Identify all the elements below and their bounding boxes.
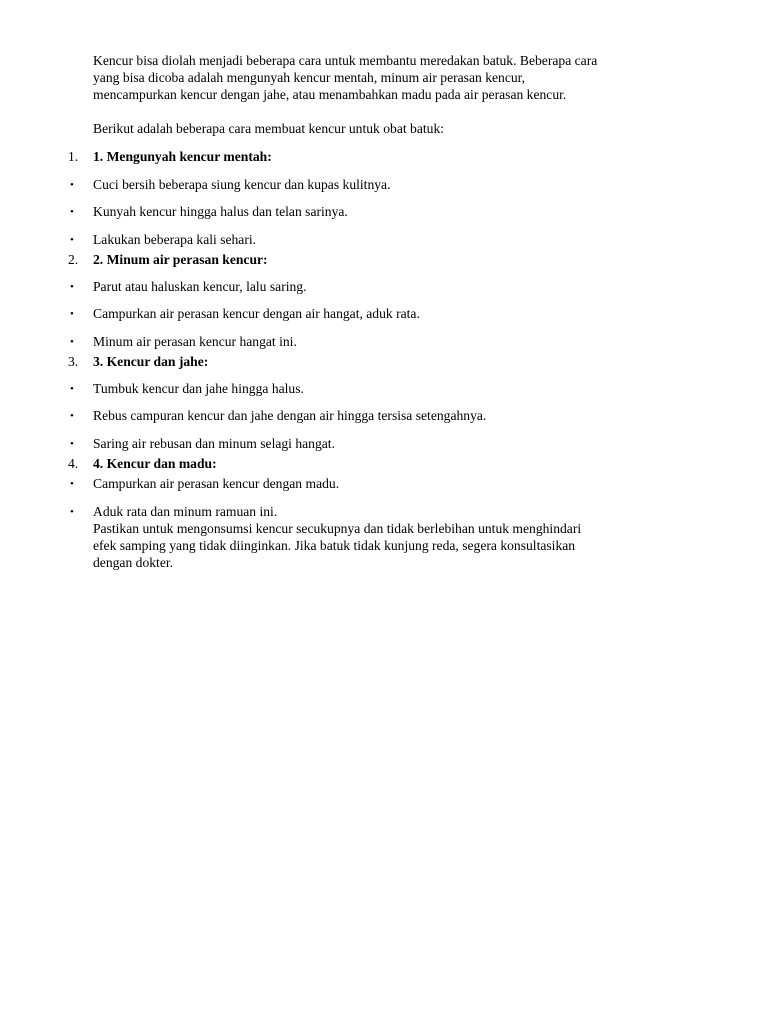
list-item: Parut atau haluskan kencur, lalu saring. (93, 279, 307, 294)
intro-line-2: yang bisa dicoba adalah mengunyah kencur mentah, minum air perasan kencur, (93, 70, 526, 85)
list-number: 2. (68, 252, 79, 267)
closing-line-2: efek samping yang tidak diinginkan. Jika batuk tidak kunjung reda, segera konsultasikan (93, 538, 576, 553)
list-item: Lakukan beberapa kali sehari. (93, 232, 257, 247)
section-heading: 2. Minum air perasan kencur: (93, 252, 268, 267)
closing-line-1: Pastikan untuk mengonsumsi kencur secukupnya dan tidak berlebihan untuk menghindari (93, 521, 582, 536)
bullet-icon: • (70, 506, 74, 518)
list-item: Tumbuk kencur dan jahe hingga halus. (93, 381, 304, 396)
list-number: 1. (68, 149, 79, 164)
closing-line-3: dengan dokter. (93, 555, 174, 570)
bullet-icon: • (70, 438, 74, 450)
list-item: Kunyah kencur hingga halus dan telan sarinya. (93, 204, 348, 219)
list-item: Campurkan air perasan kencur dengan madu. (93, 476, 340, 491)
bullet-icon: • (70, 410, 74, 422)
list-item: Saring air rebusan dan minum selagi hangat. (93, 436, 335, 451)
list-item: Minum air perasan kencur hangat ini. (93, 334, 297, 349)
list-item: Aduk rata dan minum ramuan ini. (93, 504, 278, 519)
bullet-icon: • (70, 308, 74, 320)
section-heading: 3. Kencur dan jahe: (93, 354, 209, 369)
lead-text: Berikut adalah beberapa cara membuat kencur untuk obat batuk: (93, 121, 445, 136)
section-heading: 4. Kencur dan madu: (93, 456, 217, 471)
bullet-icon: • (70, 383, 74, 395)
intro-line-3: mencampurkan kencur dengan jahe, atau menambahkan madu pada air perasan kencur. (93, 87, 567, 102)
bullet-icon: • (70, 281, 74, 293)
list-number: 4. (68, 456, 79, 471)
bullet-icon: • (70, 234, 74, 246)
list-item: Rebus campuran kencur dan jahe dengan air hingga tersisa setengahnya. (93, 408, 487, 423)
intro-line-1: Kencur bisa diolah menjadi beberapa cara untuk membantu meredakan batuk. Beberapa cara (93, 53, 598, 68)
list-number: 3. (68, 354, 79, 369)
bullet-icon: • (70, 478, 74, 490)
list-item: Cuci bersih beberapa siung kencur dan kupas kulitnya. (93, 177, 391, 192)
bullet-icon: • (70, 179, 74, 191)
list-item: Campurkan air perasan kencur dengan air hangat, aduk rata. (93, 306, 420, 321)
bullet-icon: • (70, 336, 74, 348)
bullet-icon: • (70, 206, 74, 218)
section-heading: 1. Mengunyah kencur mentah: (93, 149, 272, 164)
